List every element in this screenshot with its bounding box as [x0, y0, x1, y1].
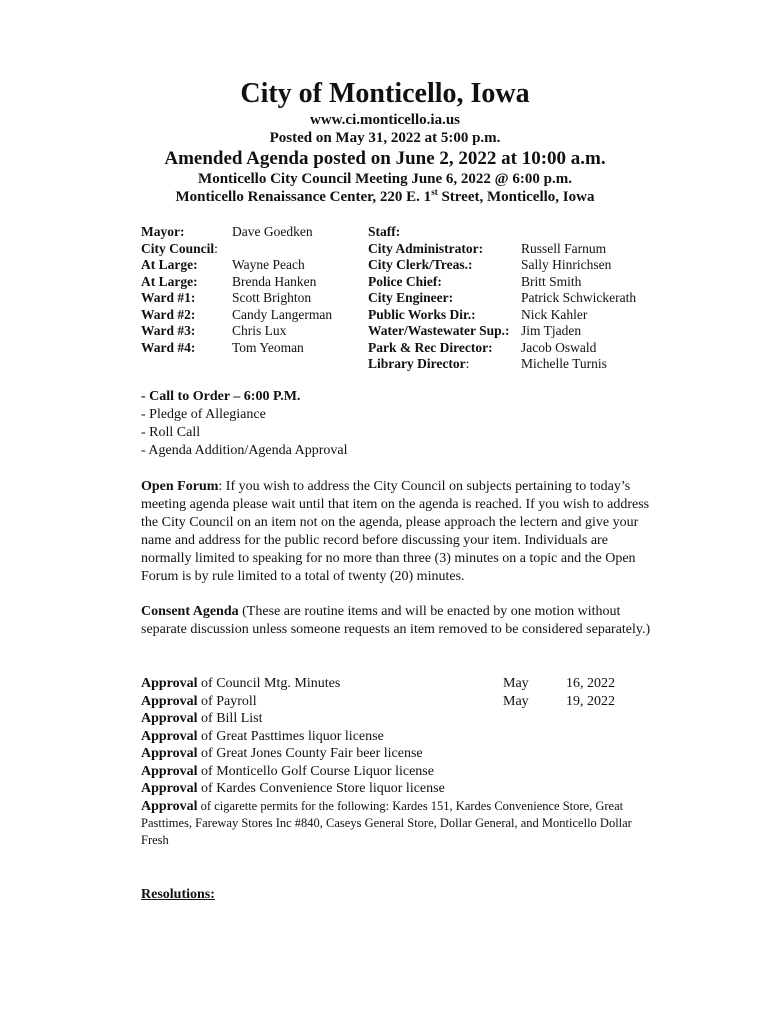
page-title: City of Monticello, Iowa [240, 78, 530, 109]
council-name: Candy Langerman [232, 306, 333, 322]
open-forum-label: Open Forum [141, 479, 219, 494]
approval-word: Approval [141, 693, 198, 709]
staff-row [368, 340, 668, 357]
staff-label: Park & Rec Director: [368, 339, 493, 355]
council-label: Ward #2: [141, 306, 196, 322]
staff-row [368, 323, 668, 340]
list-item [141, 745, 661, 763]
agenda-approval-item: - Agenda Addition/Agenda Approval [141, 443, 348, 458]
resolutions-heading: Resolutions: [141, 887, 215, 902]
staff-name: Jim Tjaden [521, 323, 582, 338]
staff-roster [368, 224, 668, 373]
council-name: Scott Brighton [232, 290, 312, 305]
council-row [141, 290, 366, 307]
venue-text: Monticello Renaissance Center, 220 E. 1 [175, 189, 432, 205]
council-label [141, 241, 218, 258]
council-row [141, 257, 366, 274]
approval-text: of Kardes Convenience Store liquor license [197, 781, 445, 796]
staff-name: Nick Kahler [521, 306, 588, 322]
staff-label: City Engineer: [368, 290, 454, 305]
approval-word: Approval [141, 676, 198, 691]
staff-name: Patrick Schwickerath [521, 290, 637, 305]
council-name: Tom Yeoman [232, 339, 304, 355]
approval-word: Approval [141, 798, 198, 814]
cigarette-permits-item [141, 798, 661, 849]
council-name: Brenda Hanken [232, 273, 317, 289]
council-row [141, 274, 366, 291]
approval-word: Approval [141, 746, 198, 761]
council-label: Mayor: [141, 224, 185, 239]
council-label: Ward #4: [141, 339, 196, 355]
approval-text: of Monticello Golf Course Liquor license [197, 763, 434, 779]
staff-label: Library Director: [368, 356, 470, 371]
approval-day: 19, 2022 [566, 693, 615, 709]
approval-word: Approval [141, 781, 198, 796]
council-row [141, 323, 366, 340]
staff-row [368, 257, 668, 274]
city-url[interactable]: www.ci.monticello.ia.us [310, 112, 460, 128]
list-item [141, 675, 661, 693]
council-roster [141, 224, 366, 356]
approval-word: Approval [141, 711, 198, 726]
approvals-list [141, 675, 661, 849]
staff-name: Russell Farnum [521, 240, 607, 256]
council-label: At Large: [141, 257, 198, 272]
council-name: Wayne Peach [232, 257, 305, 272]
list-item [141, 763, 661, 781]
staff-label: City Administrator: [368, 240, 484, 256]
consent-agenda-text: (These are routine items and will be enacted by one motion without separate discussion unless someone requests an item removed to be considered separately.) [141, 604, 651, 637]
council-label: At Large: [141, 273, 198, 289]
staff-row [368, 307, 668, 324]
venue-text-end: Street, Monticello, Iowa [437, 189, 595, 205]
open-forum-section [141, 478, 656, 586]
staff-row [368, 290, 668, 307]
staff-label: Public Works Dir.: [368, 306, 476, 322]
staff-row [368, 274, 668, 291]
list-item [141, 693, 661, 711]
approval-text: of Great Jones County Fair beer license [197, 746, 423, 761]
council-name: Chris Lux [232, 323, 287, 338]
order-of-business [141, 388, 661, 460]
council-name: Dave Goedken [232, 224, 313, 239]
approval-word: Approval [141, 763, 198, 779]
approval-text: of cigarette permits for the following: Kardes 151, Kardes Convenience Store, Great Pasttimes, Fareway Stores Inc #840, Caseys General Store, Dollar General, and Monticello Dollar Fresh [141, 798, 632, 847]
amended-notice: Amended Agenda posted on June 2, 2022 at 10:00 a.m. [164, 148, 606, 169]
approval-word: Approval [141, 728, 198, 744]
approval-month: May [503, 693, 529, 709]
list-item [141, 710, 661, 728]
open-forum-text: : If you wish to address the City Council on subjects pertaining to today’s meeting agenda please wait until that item on the agenda is reached. If you wish to address the City Council on an item not on the agenda, please approach the lectern and give your name and address for the public record before discussing your item. Individuals are normally limited to speaking for no more than three (3) minutes on a topic and the Open Forum is by rule limited to a total of twenty (20) minutes. [141, 479, 650, 584]
roll-call-item: - Roll Call [141, 425, 201, 440]
staff-label: Water/Wastewater Sup.: [368, 323, 510, 338]
meeting-info: Monticello City Council Meeting June 6, 2022 @ 6:00 p.m. [198, 171, 572, 187]
approval-text: of Great Pasttimes liquor license [197, 728, 384, 744]
approval-text: of Bill List [197, 711, 263, 726]
approval-text: of Payroll [197, 693, 257, 709]
pledge-item: - Pledge of Allegiance [141, 407, 266, 422]
posted-date: Posted on May 31, 2022 at 5:00 p.m. [269, 130, 501, 146]
consent-agenda-section [141, 603, 661, 639]
staff-name: Sally Hinrichsen [521, 257, 612, 272]
council-row [141, 340, 366, 357]
council-row [141, 224, 366, 241]
call-to-order: - Call to Order – 6:00 P.M. [141, 389, 301, 404]
council-row [141, 307, 366, 324]
venue-superscript: st [431, 187, 438, 197]
label-colon: : [465, 356, 470, 371]
council-label-text: City Council [141, 240, 215, 256]
staff-name: Jacob Oswald [521, 339, 597, 355]
approval-month: May [503, 676, 529, 691]
staff-row [368, 356, 668, 373]
council-row [141, 241, 366, 258]
label-colon: : [214, 240, 218, 256]
staff-row [368, 241, 668, 258]
council-label: Ward #3: [141, 323, 196, 338]
staff-name: Michelle Turnis [521, 356, 607, 371]
staff-row [368, 224, 668, 241]
list-item [141, 728, 661, 746]
council-label: Ward #1: [141, 290, 196, 305]
approval-day: 16, 2022 [566, 676, 615, 691]
consent-agenda-label: Consent Agenda [141, 604, 239, 619]
staff-label: Police Chief: [368, 273, 442, 289]
approval-text: of Council Mtg. Minutes [197, 676, 341, 691]
staff-name: Britt Smith [521, 273, 582, 289]
staff-label: City Clerk/Treas.: [368, 257, 473, 272]
staff-label: Staff: [368, 224, 401, 239]
list-item [141, 780, 661, 798]
venue-info [0, 189, 770, 206]
